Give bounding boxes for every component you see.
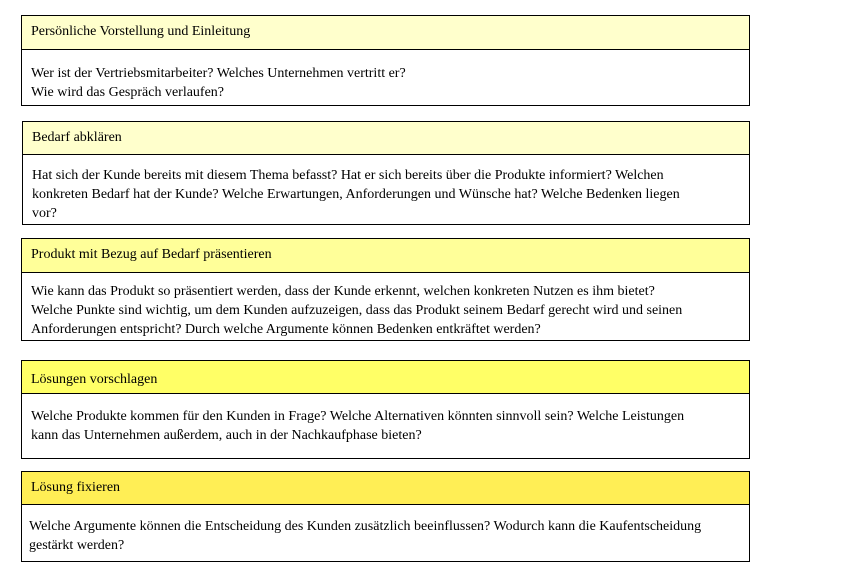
section-title: Bedarf abklären [23,122,749,155]
section-body [22,50,749,102]
section-title: Produkt mit Bezug auf Bedarf präsentieren [22,239,749,273]
section-body [22,394,749,445]
section-text-line: Welche Produkte kommen für den Kunden in Frage? Welche Alternativen könnten sinnvoll sein? Welche Leistungen [31,409,685,424]
section-text-line: Hat sich der Kunde bereits mit diesem Thema befasst? Hat er sich bereits über die Produkte informiert? Welchen [32,168,664,183]
section-text-line: konkreten Bedarf hat der Kunde? Welche Erwartungen, Anforderungen und Wünsche hat? Welche Bedenken liegen [32,187,680,202]
section-text-line: vor? [32,206,57,221]
section-title: Lösungen vorschlagen [22,361,749,394]
section-needs-analysis [22,121,750,225]
section-text-line: gestärkt werden? [29,538,125,553]
section-body [22,273,749,339]
section-text-line: Wie kann das Produkt so präsentiert werden, dass der Kunde erkennt, welchen konkreten Nutzen es ihm bietet? [31,284,655,299]
section-text-line: Welche Argumente können die Entscheidung des Kunden zusätzlich beeinflussen? Wodurch kann die Kaufentscheidung [29,519,702,534]
section-fix-solution [21,471,750,562]
section-introduction [21,15,750,106]
section-title: Lösung fixieren [22,472,749,505]
section-product-presentation [21,238,750,341]
section-body [22,505,749,555]
section-propose-solutions [21,360,750,459]
section-text-line: Wer ist der Vertriebsmitarbeiter? Welches Unternehmen vertritt er? [31,66,406,81]
section-body [23,155,749,223]
section-text-line: Wie wird das Gespräch verlaufen? [31,85,225,100]
section-text-line: kann das Unternehmen außerdem, auch in der Nachkaufphase bieten? [31,428,422,443]
section-text-line: Welche Punkte sind wichtig, um dem Kunden aufzuzeigen, dass das Produkt seinem Bedarf gerecht wird und seinen [31,303,683,318]
section-title: Persönliche Vorstellung und Einleitung [22,16,749,50]
section-text-line: Anforderungen entspricht? Durch welche Argumente können Bedenken entkräftet werden? [31,322,541,337]
